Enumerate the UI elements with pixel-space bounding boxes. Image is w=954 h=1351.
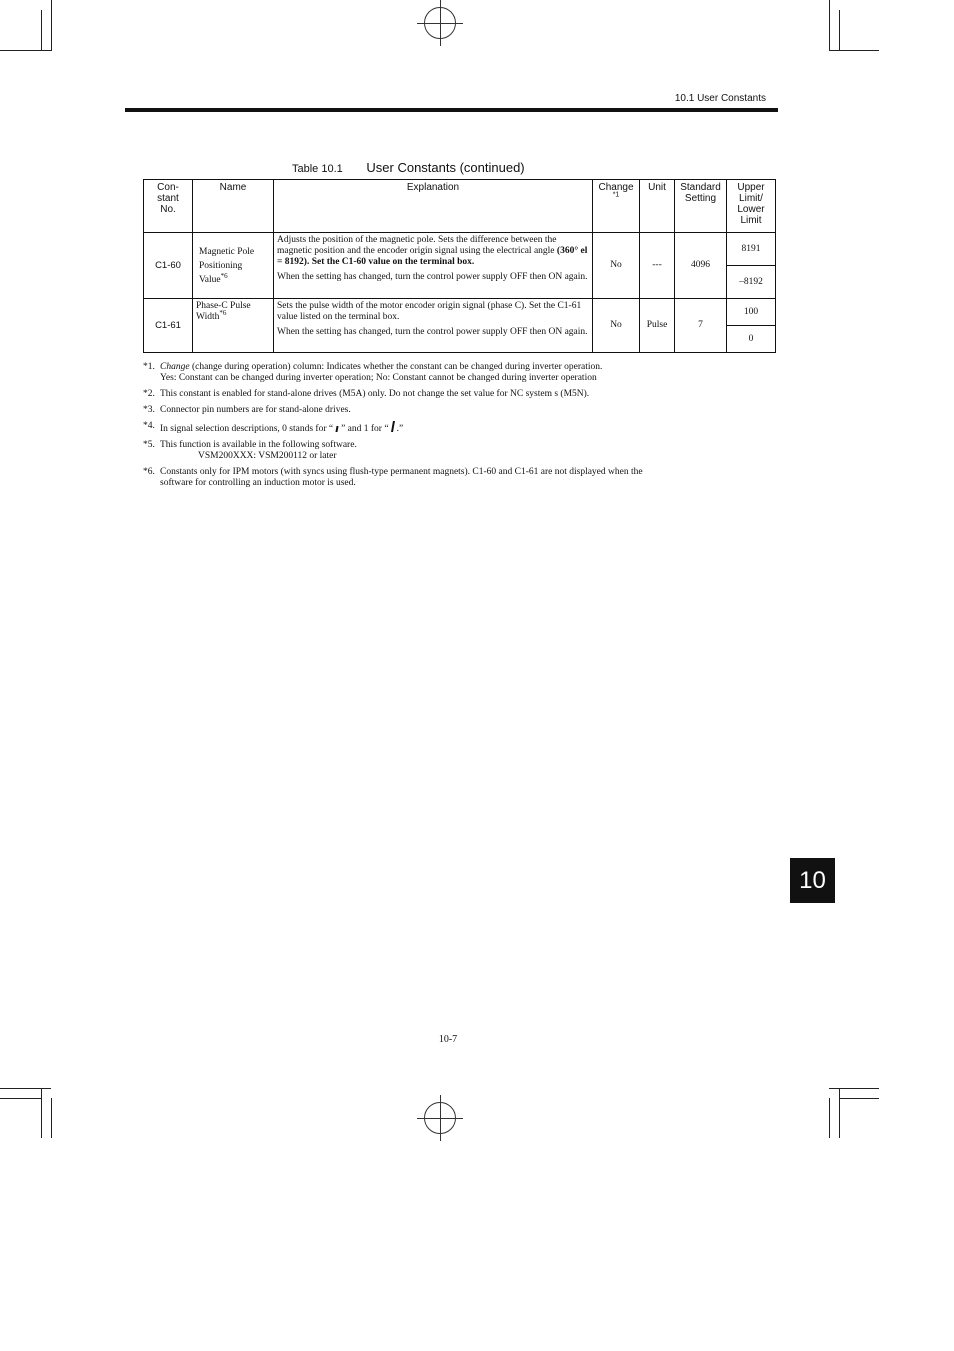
header-standard-setting: Standard Setting — [675, 180, 727, 233]
footnote-mark: *4. — [143, 421, 155, 431]
unit-value: Pulse — [640, 299, 675, 353]
name-footnote: *6 — [219, 308, 227, 317]
footnote-text-line2: software for controlling an induction motor is used. — [160, 478, 356, 488]
running-head: 10.1 User Constants — [674, 93, 766, 104]
table-row — [144, 233, 776, 266]
standard-setting-value: 7 — [675, 299, 727, 353]
upper-limit-value: 8191 — [727, 233, 776, 266]
footnote-text: (change during operation) column: Indicates whether the constant can be changed during inverter operation. — [191, 362, 603, 372]
crop-mark — [839, 1098, 879, 1099]
footnote-2 — [143, 389, 763, 400]
footnote-mark: *5. — [143, 440, 155, 450]
crop-mark — [41, 10, 42, 51]
lower-limit-value: 0 — [727, 326, 776, 353]
unit-value: --- — [640, 233, 675, 299]
user-constants-table — [143, 179, 776, 353]
footnote-3 — [143, 405, 763, 416]
explanation-note: When the setting has changed, turn the control power supply OFF then ON again. — [277, 272, 588, 282]
chapter-tab: 10 — [790, 858, 835, 903]
change-value: No — [593, 299, 640, 353]
header-unit: Unit — [640, 180, 675, 233]
footnote-text-line2: VSM200XXX: VSM200112 or later — [198, 451, 337, 461]
lower-limit-value: –8192 — [727, 266, 776, 299]
header-limits: Upper Limit/ Lower Limit — [727, 180, 776, 233]
table-number: Table 10.1 — [292, 163, 343, 175]
footnote-6 — [143, 467, 763, 489]
explanation-note: When the setting has changed, turn the control power supply OFF then ON again. — [277, 327, 588, 337]
footnote-1 — [143, 362, 763, 384]
crop-mark — [0, 1088, 51, 1089]
standard-setting-value: 4096 — [675, 233, 727, 299]
footnote-5 — [143, 440, 763, 462]
crop-mark — [51, 0, 52, 51]
footnote-italic: Change — [160, 362, 190, 372]
footnote-text-line2: Yes: Constant can be changed during inverter operation; No: Constant cannot be changed during inverter operation — [160, 373, 597, 383]
explanation-text: Sets the pulse width of the motor encoder origin signal (phase C). Set the C1-61 value listed on the terminal box. — [277, 301, 582, 322]
header-rule — [125, 108, 778, 112]
footnote-text: Connector pin numbers are for stand-alone drives. — [160, 405, 351, 415]
table-caption — [292, 160, 525, 175]
constant-no: C1-60 — [144, 233, 193, 299]
constant-explanation — [274, 299, 593, 353]
constant-explanation — [274, 233, 593, 299]
footnote-text: .” — [396, 424, 404, 434]
crop-mark — [839, 10, 840, 51]
constant-no: C1-61 — [144, 299, 193, 353]
constant-name-text: Phase-C Pulse Width — [196, 301, 251, 322]
explanation-bold-text: (360° el = 8192). Set the C1-60 value on the terminal box. — [277, 246, 588, 267]
upper-limit-value: 100 — [727, 299, 776, 326]
footnote-mark: *3. — [143, 405, 155, 415]
crop-mark — [839, 1088, 840, 1138]
crop-mark — [829, 0, 830, 51]
change-value: No — [593, 233, 640, 299]
constant-name-text: Magnetic Pole Positioning Value — [199, 246, 255, 285]
signal-high-icon — [389, 421, 397, 433]
registration-mark — [424, 1102, 456, 1134]
header-name: Name — [193, 180, 274, 233]
crop-mark — [829, 50, 879, 51]
crop-mark — [0, 50, 51, 51]
footnote-4 — [143, 421, 763, 435]
footnote-text: ” and 1 for “ — [341, 424, 389, 434]
header-change-label: Change — [598, 182, 634, 193]
crop-mark — [41, 1088, 42, 1138]
footnote-mark: *6. — [143, 467, 155, 477]
header-change-footnote: *1 — [612, 191, 620, 199]
page-number: 10-7 — [438, 1034, 458, 1045]
footnote-text: This constant is enabled for stand-alone drives (M5A) only. Do not change the set value for NC system s (M5N). — [160, 389, 590, 399]
crop-mark — [0, 1098, 41, 1099]
header-change — [593, 180, 640, 233]
explanation-text: Adjusts the position of the magnetic pole. Sets the difference between the magnetic position and the encoder origin signal using the electrical angle — [277, 235, 557, 256]
crop-mark — [829, 1098, 830, 1138]
footnote-text: Constants only for IPM motors (with syncs using flush-type permanent magnets). C1-60 and C1-61 are not displayed when the — [160, 467, 643, 477]
crop-mark — [829, 1088, 879, 1089]
footnote-mark: *2. — [143, 389, 155, 399]
table-row — [144, 299, 776, 326]
footnote-text: This function is available in the following software. — [160, 440, 357, 450]
footnote-mark: *1. — [143, 362, 155, 372]
footnote-text: In signal selection descriptions, 0 stands for “ — [160, 424, 334, 434]
table-title: User Constants (continued) — [366, 160, 525, 175]
table-header-row — [144, 180, 776, 233]
registration-mark — [424, 7, 456, 39]
header-explanation: Explanation — [274, 180, 593, 233]
constant-name — [193, 299, 274, 353]
footnotes — [143, 362, 763, 494]
name-footnote: *6 — [220, 271, 228, 280]
header-constant-no: Con- stant No. — [144, 180, 193, 233]
constant-name — [193, 233, 274, 299]
crop-mark — [51, 1098, 52, 1138]
signal-low-icon — [333, 423, 341, 433]
